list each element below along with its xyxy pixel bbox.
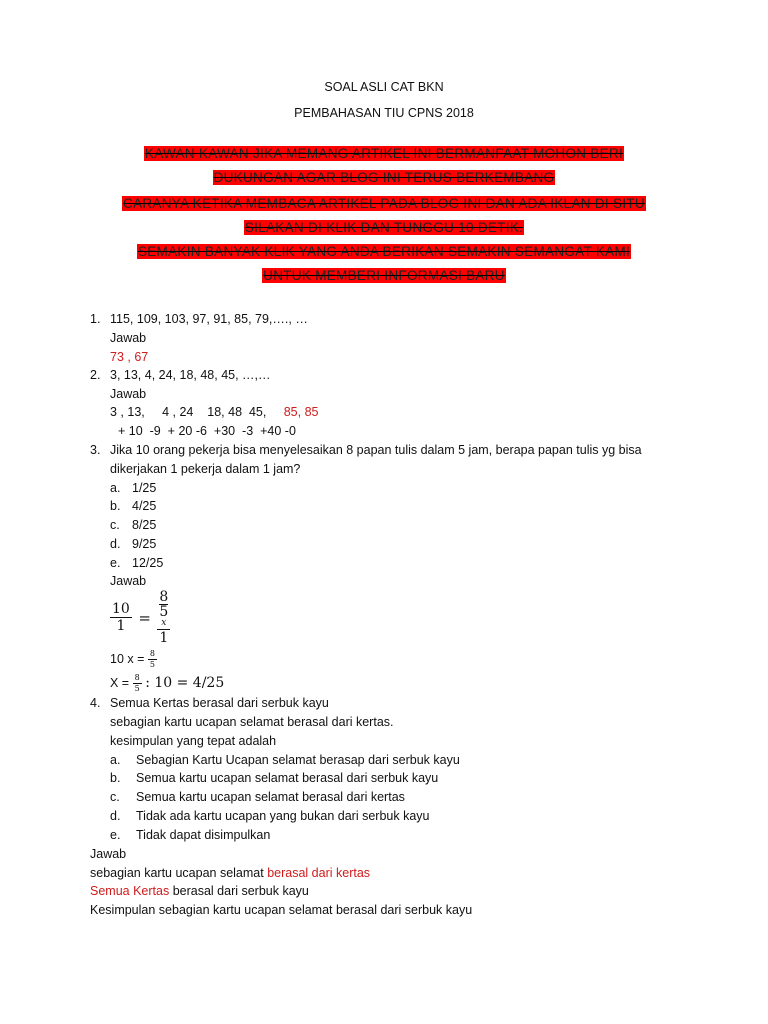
q2-seq-text: 3 , 13, 4 , 24 18, 48 45, [110,405,267,419]
q4-option-d: Tidak ada kartu ucapan yang bukan dari serbuk kayu [136,809,430,823]
q3-line1: Jika 10 orang pekerja bisa menyelesaikan 8 papan tulis dalam 5 jam, berapa papan tulis yg bisa [110,443,642,457]
frac-den-one: 1 [116,618,126,634]
compound-numerator [157,590,170,630]
q2-differences: + 10 -9 + 20 -6 +30 -3 +40 -0 [118,424,296,438]
banner-support-line1: KAWAN KAWAN JIKA MEMANG ARTIKEL INI BERMANFAAT MOHON BERI [144,146,624,161]
q3-jawab: Jawab [110,574,147,588]
q3-step2 [110,650,157,669]
q3-step3 [110,674,224,693]
fraction-compound [157,590,170,645]
frac-a-den: 5 [149,660,155,669]
doc-title: SOAL ASLI CAT BKN [324,80,444,94]
q4-option-a-letter: a. [110,753,121,767]
q4-option-a: Sebagian Kartu Ucapan selamat berasap dari serbuk kayu [136,753,460,767]
banner-clicks-line2: UNTUK MEMBERI INFORMASI BARU [263,268,505,283]
q3-option-b-letter: b. [110,499,121,513]
q4-option-d-letter: d. [110,809,121,823]
q3-option-a-letter: a. [110,481,121,495]
q4-jawab: Jawab [90,847,127,861]
q4-number: 4. [90,696,101,710]
q3-step2-prefix: 10 x = [110,651,145,666]
q4-option-b: Semua kartu ucapan selamat berasal dari serbuk kayu [136,771,439,785]
q4-a1-plain: sebagian kartu ucapan selamat [90,866,268,880]
fraction-eight-fifths-b [133,674,142,693]
q3-option-b: 4/25 [132,499,157,513]
q4-answer-line1 [90,866,370,880]
q3-step3-suffix: : 10 = 4/25 [145,674,225,691]
q3-option-a: 1/25 [132,481,157,495]
q1-jawab: Jawab [110,331,147,345]
q4-answer-line3: Kesimpulan sebagian kartu ucapan selamat berasal dari serbuk kayu [90,903,473,917]
q3-option-e: 12/25 [132,556,164,570]
q4-option-c: Semua kartu ucapan selamat berasal dari kertas [136,790,405,804]
frac-a-num: 8 [149,649,155,658]
frac-b-num: 8 [134,673,140,682]
q2-number: 2. [90,368,101,382]
inner-num-five: 5 [159,604,169,620]
q4-a1-red: berasal dari kertas [267,866,371,880]
q4-option-e-letter: e. [110,828,121,842]
q2-answer: 85, 85 [283,405,319,419]
banner-ads [0,192,768,240]
q1-number: 1. [90,312,101,326]
banner-support [0,142,768,190]
q1-answer: 73 , 67 [110,350,149,364]
fraction-eight-fifths-a [148,650,157,669]
q3-equation-main [110,590,170,645]
fraction-ten-over-one [110,602,132,633]
q1-text: 115, 109, 103, 97, 91, 85, 79,…., … [110,312,308,326]
q3-option-d-letter: d. [110,537,121,551]
q2-text: 3, 13, 4, 24, 18, 48, 45, …,… [110,368,271,382]
q3-option-d: 9/25 [132,537,157,551]
inner-den-x: x [161,618,167,628]
q3-step3-prefix: X = [110,675,130,690]
q4-line2: sebagian kartu ucapan selamat berasal dari kertas. [110,715,394,729]
compound-den-one: 1 [159,630,169,646]
q4-option-b-letter: b. [110,771,121,785]
q2-jawab: Jawab [110,387,147,401]
inner-num-eight: 8 [159,589,169,605]
banner-clicks-line1: SEMAKIN BANYAK KLIK YANG ANDA BERIKAN SEMAKIN SEMANGAT KAMI [137,244,631,259]
q3-line2: dikerjakan 1 pekerja dalam 1 jam? [110,462,301,476]
banner-clicks [0,240,768,288]
banner-support-line2: DUKUNGAN AGAR BLOG INI TERUS BERKEMBANG [213,170,555,185]
q3-option-c-letter: c. [110,518,120,532]
q4-answer-line2 [90,884,309,898]
doc-subtitle: PEMBAHASAN TIU CPNS 2018 [294,106,474,120]
q4-line1: Semua Kertas berasal dari serbuk kayu [110,696,329,710]
banner-ads-line1: CARANYA KETIKA MEMBACA ARTIKEL PADA BLOG INI DAN ADA IKLAN DI SITU [123,196,645,211]
q4-a2-red: Semua Kertas [90,884,170,898]
q4-option-e: Tidak dapat disimpulkan [136,828,271,842]
q3-option-c: 8/25 [132,518,157,532]
q3-number: 3. [90,443,101,457]
frac-num-ten: 10 [112,601,130,617]
equals-sign: = [138,608,151,627]
banner-ads-line2: SILAKAN DI KLIK DAN TUNGGU 10 DETIK. [244,220,524,235]
q4-option-c-letter: c. [110,790,120,804]
q4-a2-plain: berasal dari serbuk kayu [169,884,309,898]
frac-b-den: 5 [134,684,140,693]
q4-line3: kesimpulan yang tepat adalah [110,734,277,748]
q3-option-e-letter: e. [110,556,121,570]
q2-sequence [110,405,319,419]
